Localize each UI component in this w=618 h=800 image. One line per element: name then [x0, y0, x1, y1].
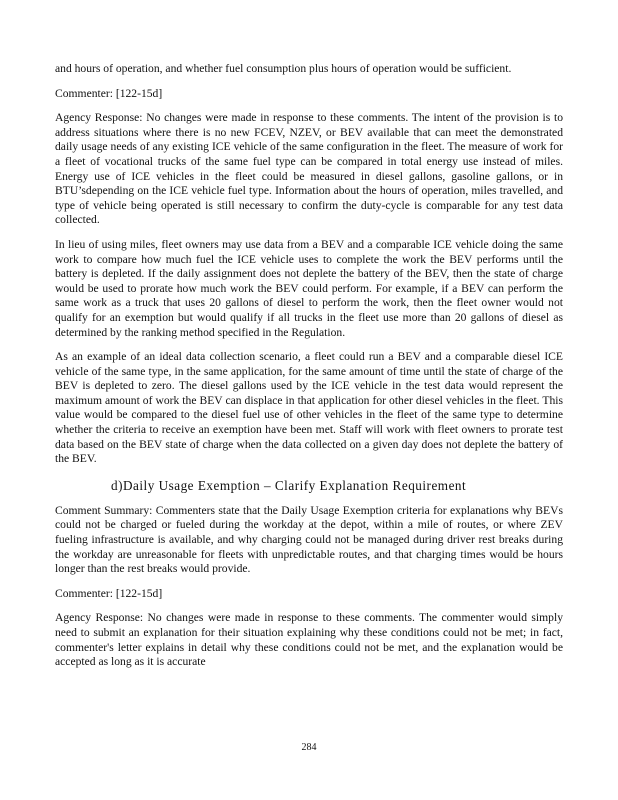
section-heading: d)Daily Usage Exemption – Clarify Explanation Requirement — [111, 477, 467, 493]
body-paragraph: As an example of an ideal data collection scenario, a fleet could run a BEV and a comparable diesel ICE vehicle of the same type, in the same application, for the same amount of time until the state of charge of the BEV is depleted to zero. The diesel gallons used by the ICE vehicle in the test data would represent the maximum amount of work the BEV can displace in that application for other diesel vehicles in the fleet. This value would be compared to the diesel fuel use of other vehicles in the fleet of the same type to determine whether the criteria to receive an exemption have been met. Staff will work with fleet owners to prorate test data based on the BEV state of charge when the data collected on a given day does not deplete the battery of the BEV. — [55, 350, 563, 466]
page-number: 284 — [301, 742, 317, 753]
commenter-line: Commenter: [122-15d] — [55, 586, 163, 600]
paragraph-continuation: and hours of operation, and whether fuel consumption plus hours of operation would be sufficient. — [55, 62, 512, 75]
body-paragraph: In lieu of using miles, fleet owners may use data from a BEV and a comparable ICE vehicle doing the same work to compare how much fuel the ICE vehicle uses to complete the work the BEV performs until the battery is depleted. If the daily assignment does not deplete the battery of the BEV, then the state of charge would be used to prorate how much work the BEV could perform. For example, if a BEV can perform the same work as a truck that uses 20 gallons of diesel to perform the work, then the fleet owner would not qualify for an exemption but would qualify if all trucks in the fleet use more than 20 gallons of diesel as determined by the ranking method specified in the Regulation. — [55, 237, 563, 339]
commenter-line: Commenter: [122-15d] — [55, 86, 163, 100]
comment-summary-paragraph: Comment Summary: Commenters state that the Daily Usage Exemption criteria for explanations why BEVs could not be charged or fueled during the workday at the depot, within a mile of routes, or where ZEV fueling infrastructure is available, and why charging could not be managed during driver rest breaks during the workday are unreasonable for fleets with unpredictable routes, and that charging times would be hours longer than the rest breaks would provide. — [55, 503, 563, 576]
agency-response-paragraph: Agency Response: No changes were made in response to these comments. The intent of the provision is to address situations where there is no new FCEV, NZEV, or BEV available that can meet the demonstrated daily usage needs of any existing ICE vehicle of the same configuration in the fleet. The measure of work for a fleet of vocational trucks of the same fuel type can be compared in total energy use instead of miles. Energy use of ICE vehicles in the fleet could be measured in diesel gallons, gasoline gallons, or in BTU’sdepending on the ICE vehicle fuel type. Information about the hours of operation, miles travelled, and type of vehicle being operated is still necessary to confirm the duty-cycle is comparable for any test data collected. — [55, 111, 563, 227]
agency-response-paragraph: Agency Response: No changes were made in response to these comments. The commenter would simply need to submit an explanation for their situation explaining why these conditions could not be met; in fact, commenter's letter explains in detail why these conditions could not be met, and the explanation would be accepted as long as it is accurate — [55, 611, 563, 669]
document-page — [55, 62, 563, 670]
